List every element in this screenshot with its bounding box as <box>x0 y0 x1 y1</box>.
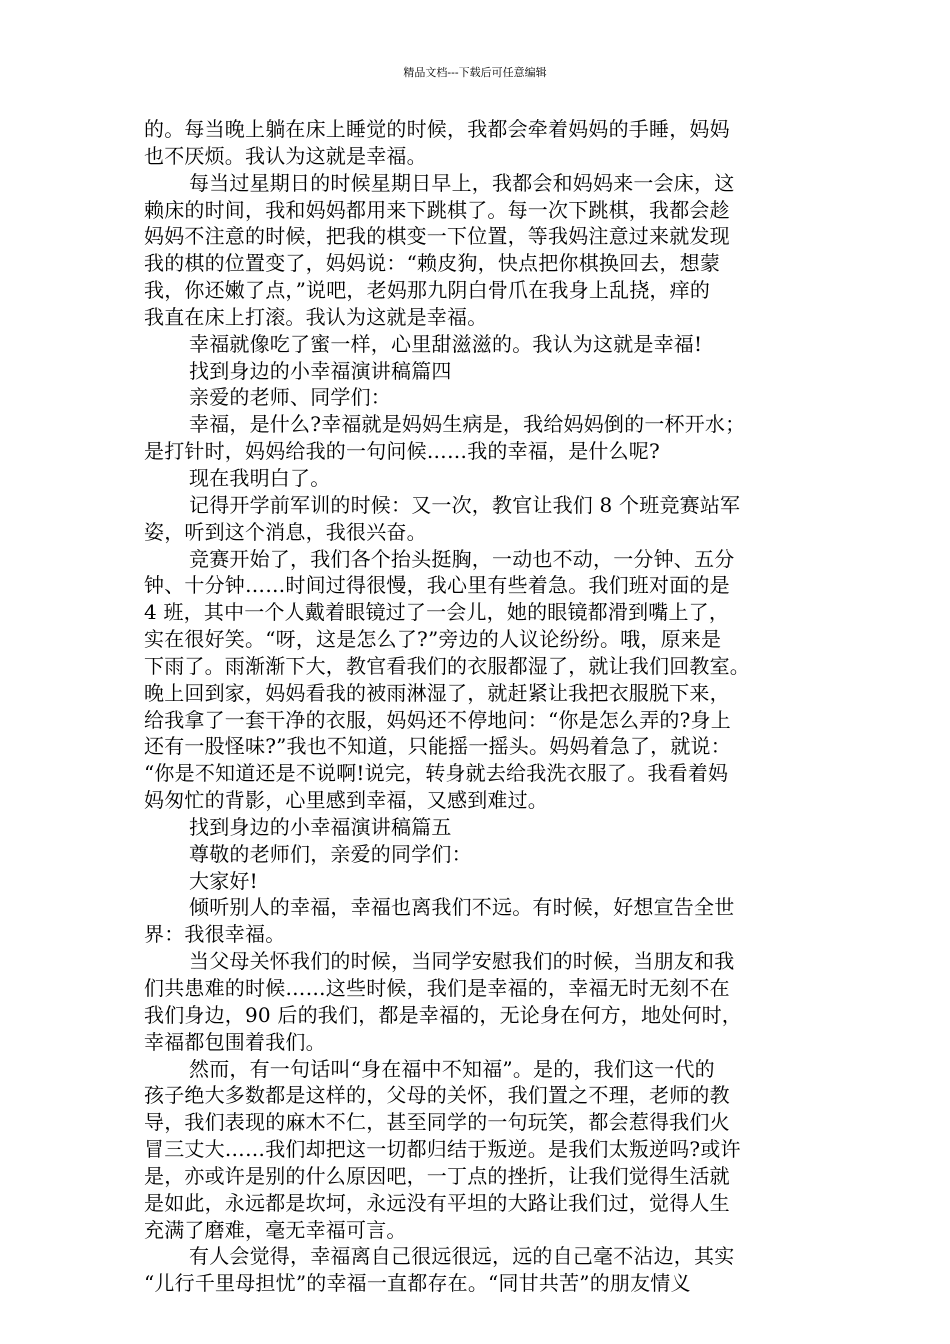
text-line: 亲爱的老师、同学们： <box>189 385 391 410</box>
text-line: 幸福，是什么?幸福就是妈妈生病是，我给妈妈倒的一杯开水； <box>189 412 746 437</box>
text-line: 冒三丈大……我们却把这一切都归结于叛逆。是我们太叛逆吗?或许 <box>144 1137 741 1162</box>
text-line: 我直在床上打滚。我认为这就是幸福。 <box>144 304 488 329</box>
text-line: 是，亦或许是别的什么原因吧，一丁点的挫折，让我们觉得生活就 <box>144 1163 730 1188</box>
text-line: 我，你还嫩了点，”说吧，老妈那九阴白骨爪在我身上乱挠，痒的 <box>144 278 711 303</box>
text-line: 也不厌烦。我认为这就是幸福。 <box>144 143 427 168</box>
text-line: 导，我们表现的麻木不仁，甚至同学的一句玩笑，都会惹得我们火 <box>144 1110 730 1135</box>
text-line: 是打针时，妈妈给我的一句问候……我的幸福，是什么呢? <box>144 439 660 464</box>
text-line: 孩子绝大多数都是这样的，父母的关怀，我们置之不理，老师的教 <box>144 1083 730 1108</box>
text-line: 倾听别人的幸福，幸福也离我们不远。有时候，好想宣告全世 <box>189 895 735 920</box>
text-line: 的。每当晚上躺在床上睡觉的时候，我都会牵着妈妈的手睡，妈妈 <box>144 117 730 141</box>
text-line: 幸福就像吃了蜜一样，心里甜滋滋的。我认为这就是幸福! <box>189 331 703 356</box>
text-line: 充满了磨难，毫无幸福可言。 <box>144 1217 407 1242</box>
text-line: “儿行千里母担忧”的幸福一直都存在。“同甘共苦”的朋友情义 <box>144 1271 691 1296</box>
text-line: 赖床的时间，我和妈妈都用来下跳棋了。每一次下跳棋，我都会趁 <box>144 197 730 222</box>
text-line: 实在很好笑。“呀，这是怎么了?”旁边的人议论纷纷。哦，原来是 <box>144 627 722 652</box>
text-line: 们共患难的时候……这些时候，我们是幸福的，幸福无时无刻不在 <box>144 976 730 1000</box>
text-line: 现在我明白了。 <box>189 465 331 490</box>
text-line: “你是不知道还是不说啊!说完，转身就去给我洗衣服了。我看着妈 <box>144 761 729 786</box>
text-line: 妈妈不注意的时候，把我的棋变一下位置，等我妈注意过来就发现 <box>144 224 730 249</box>
text-line: 每当过星期日的时候星期日早上，我都会和妈妈来一会床，这 <box>189 170 735 195</box>
text-line: 给我拿了一套干净的衣服，妈妈还不停地问：“你是怎么弄的?身上 <box>144 707 731 732</box>
text-line: 记得开学前军训的时候：又一次，教官让我们 8 个班竞赛站军 <box>189 492 741 517</box>
text-line: 幸福都包围着我们。 <box>144 1029 326 1054</box>
text-line: 我的棋的位置变了，妈妈说：“赖皮狗，快点把你棋换回去，想蒙 <box>144 251 721 276</box>
text-line: 当父母关怀我们的时候，当同学安慰我们的时候，当朋友和我 <box>189 949 735 974</box>
text-line: 妈匆忙的背影，心里感到幸福，又感到难过。 <box>144 788 548 813</box>
text-line: 下雨了。雨渐渐下大，教官看我们的衣服都湿了，就让我们回教室。 <box>144 653 750 678</box>
text-line: 找到身边的小幸福演讲稿篇五 <box>189 814 452 839</box>
text-line: 大家好! <box>189 868 258 893</box>
text-line: 找到身边的小幸福演讲稿篇四 <box>189 358 452 383</box>
text-line: 姿，听到这个消息，我很兴奋。 <box>144 519 427 544</box>
text-line: 界：我很幸福。 <box>144 922 286 947</box>
text-line: 晚上回到家，妈妈看我的被雨淋湿了，就赶紧让我把衣服脱下来， <box>144 680 730 705</box>
text-line: 钟、十分钟……时间过得很慢，我心里有些着急。我们班对面的是 <box>144 573 730 598</box>
text-line: 尊敬的老师们，亲爱的同学们： <box>189 841 472 866</box>
document-body <box>144 116 824 1297</box>
text-line: 有人会觉得，幸福离自己很远很远，远的自己毫不沾边，其实 <box>189 1244 735 1269</box>
text-line: 还有一股怪味?”我也不知道，只能摇一摇头。妈妈着急了，就说： <box>144 734 731 759</box>
page-header: 精品文档---下载后可任意编辑 <box>403 66 547 79</box>
text-line: 是如此，永远都是坎坷，永远没有平坦的大路让我们过，觉得人生 <box>144 1190 730 1215</box>
text-line: 然而，有一句话叫“身在福中不知福”。是的，我们这一代的 <box>189 1056 715 1081</box>
text-line: 我们身边，90 后的我们，都是幸福的，无论身在何方，地处何时， <box>144 1002 743 1027</box>
text-line: 4 班，其中一个人戴着眼镜过了一会儿，她的眼镜都滑到嘴上了， <box>144 600 730 625</box>
text-line: 竞赛开始了，我们各个抬头挺胸，一动也不动，一分钟、五分 <box>189 546 735 571</box>
